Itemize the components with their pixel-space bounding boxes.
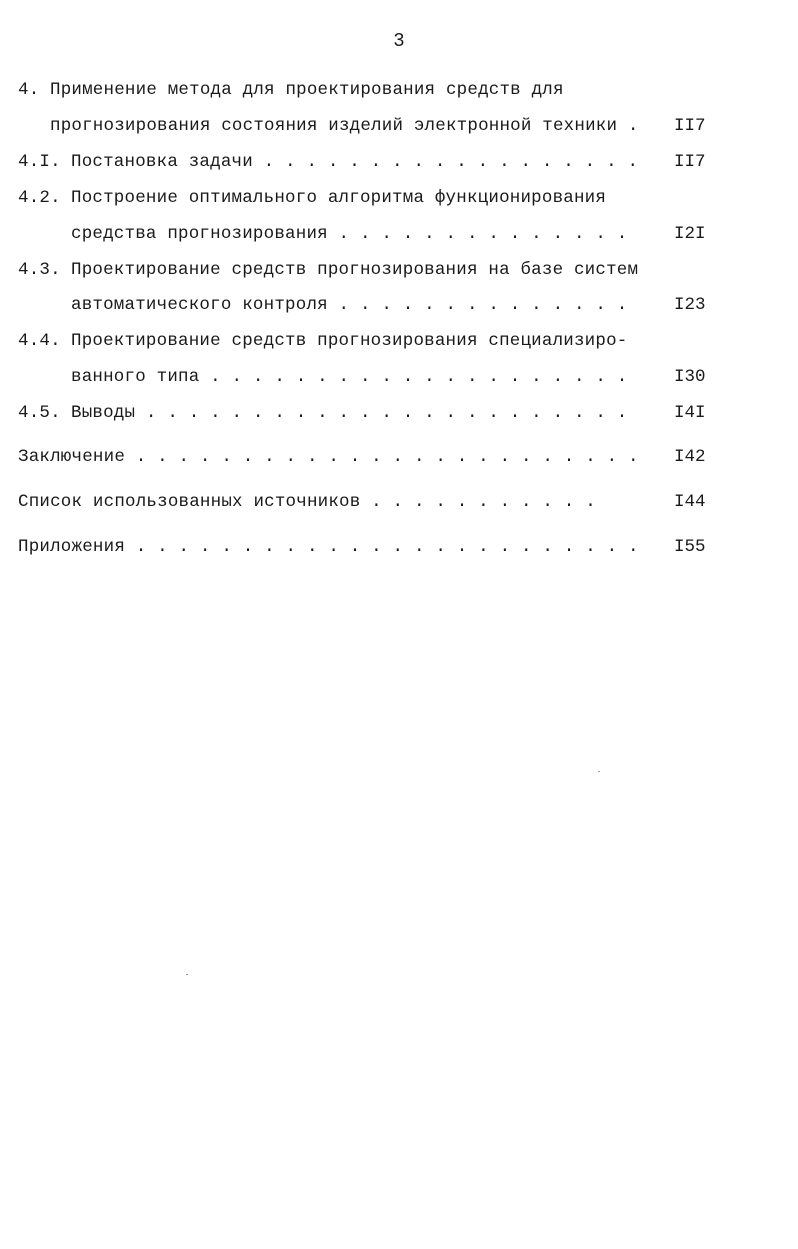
toc-entry-4-4-number: 4.4. <box>18 331 61 351</box>
toc-references-title: Список использованных источников . . . . . . . . . . . <box>18 492 596 512</box>
toc-entry-4-2-title-line1: Построение оптимального алгоритма функционирования <box>71 188 607 208</box>
toc-entry-4-1-title: Постановка задачи . . . . . . . . . . . . . . . . . . <box>71 152 639 172</box>
toc-entry-4-4-page: I30 <box>674 367 706 387</box>
scan-speck <box>186 974 188 975</box>
toc-entry-4-title-line2: прогнозирования состояния изделий электронной техники . <box>50 116 639 136</box>
toc-entry-4-2-number: 4.2. <box>18 188 61 208</box>
toc-entry-4-2-title-line2: средства прогнозирования . . . . . . . . . . . . . . <box>71 224 628 244</box>
toc-entry-4-1-number: 4.I. <box>18 152 61 172</box>
toc-entry-4-page: II7 <box>674 116 706 136</box>
toc-conclusion-page: I42 <box>674 447 706 467</box>
toc-entry-4-2-page: I2I <box>674 224 706 244</box>
toc-entry-4-5-number: 4.5. <box>18 403 61 423</box>
toc-appendices-title: Приложения . . . . . . . . . . . . . . . . . . . . . . . . <box>18 537 639 557</box>
toc-entry-4-3-title-line2: автоматического контроля . . . . . . . . . . . . . . <box>71 295 628 315</box>
scan-speck <box>598 771 600 772</box>
toc-entry-4-4-title-line1: Проектирование средств прогнозирования специализиро- <box>71 331 628 351</box>
toc-entry-4-5-title: Выводы . . . . . . . . . . . . . . . . . . . . . . . <box>71 403 628 423</box>
toc-conclusion-title: Заключение . . . . . . . . . . . . . . . . . . . . . . . . <box>18 447 639 467</box>
toc-entry-4-5-page: I4I <box>674 403 706 423</box>
page-number: 3 <box>393 30 405 52</box>
toc-entry-4-1-page: II7 <box>674 152 706 172</box>
toc-entry-4-3-title-line1: Проектирование средств прогнозирования на базе систем <box>71 260 639 280</box>
toc-entry-4-title-line1: Применение метода для проектирования средств для <box>50 80 564 100</box>
toc-references-page: I44 <box>674 492 706 512</box>
toc-entry-4-3-page: I23 <box>674 295 706 315</box>
toc-entry-4-4-title-line2: ванного типа . . . . . . . . . . . . . . . . . . . . <box>71 367 628 387</box>
toc-appendices-page: I55 <box>674 537 706 557</box>
toc-entry-4-number: 4. <box>18 80 40 100</box>
toc-entry-4-3-number: 4.3. <box>18 260 61 280</box>
